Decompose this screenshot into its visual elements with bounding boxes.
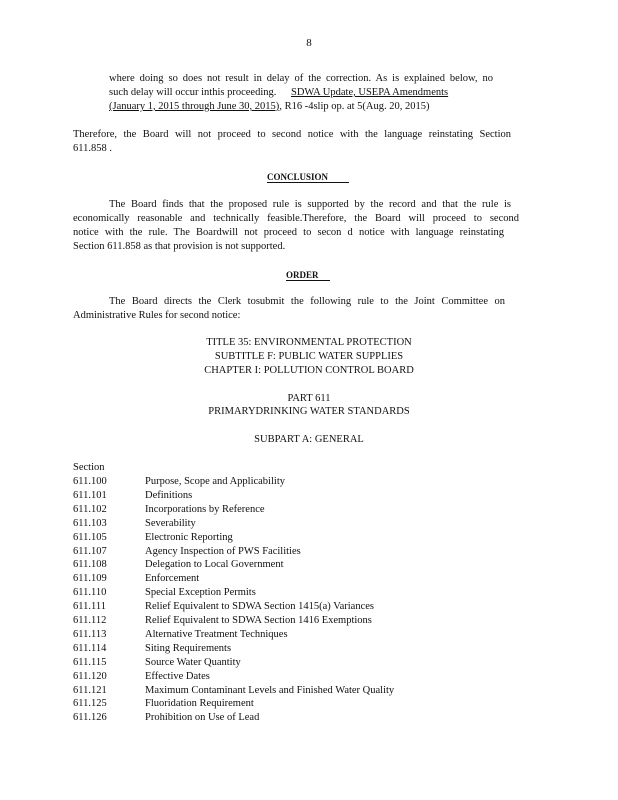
order-line2: Administrative Rules for second notice: [73, 310, 241, 321]
toc-section-number: 611.108 [73, 559, 107, 570]
rule-chapter: CHAPTER I: POLLUTION CONTROL BOARD [204, 365, 414, 376]
toc-section-number: 611.120 [73, 671, 107, 682]
para1-line2-text: such delay will occur inthis proceeding. [109, 87, 277, 98]
toc-section-number: 611.105 [73, 532, 107, 543]
conclusion-heading: CONCLUSION [267, 172, 349, 183]
toc-section-number: 611.125 [73, 698, 107, 709]
toc-section-number: 611.107 [73, 546, 107, 557]
toc-section-title: Agency Inspection of PWS Facilities [145, 546, 301, 557]
citation-link-part2: (January 1, 2015 through June 30, 2015) [109, 101, 280, 112]
toc-section-title: Delegation to Local Government [145, 559, 284, 570]
toc-section-number: 611.110 [73, 587, 107, 598]
toc-section-title: Enforcement [145, 573, 200, 584]
rule-part: PART 611 [287, 393, 331, 404]
toc-section-title: Prohibition on Use of Lead [145, 712, 260, 723]
conclusion-line1: The Board finds that the proposed rule is supported by the record and that the rule is [109, 199, 511, 210]
conclusion-line3: notice with the rule. The Boardwill not proceed to secon d notice with language reinstating [73, 227, 504, 238]
rule-subpart: SUBPART A: GENERAL [254, 434, 364, 445]
para1-line2 [109, 87, 448, 99]
toc-section-title: Severability [145, 518, 196, 529]
toc-section-title: Siting Requirements [145, 643, 232, 654]
rule-title: TITLE 35: ENVIRONMENTAL PROTECTION [206, 337, 412, 348]
toc-section-number: 611.126 [73, 712, 107, 723]
toc-section-title: Maximum Contaminant Levels and Finished Water Quality [145, 685, 395, 696]
toc-section-number: 611.115 [73, 657, 107, 668]
toc-section-title: Special Exception Permits [145, 587, 256, 598]
para2-line1: Therefore, the Board will not proceed to second notice with the language reinstating Section [73, 129, 511, 140]
toc-section-number: 611.109 [73, 573, 107, 584]
toc-section-title: Definitions [145, 490, 193, 501]
order-line1: The Board directs the Clerk tosubmit the following rule to the Joint Committee on [109, 296, 505, 307]
toc-section-number: 611.103 [73, 518, 107, 529]
rule-part-name: PRIMARYDRINKING WATER STANDARDS [208, 406, 410, 417]
toc-section-number: 611.111 [73, 601, 106, 612]
toc-section-label: Section [73, 462, 105, 473]
toc-section-number: 611.113 [73, 629, 107, 640]
toc-section-title: Electronic Reporting [145, 532, 233, 543]
toc-section-title: Incorporations by Reference [145, 504, 265, 515]
conclusion-line2: economically reasonable and technically feasible.Therefore, the Board will proceed to second [73, 213, 519, 224]
toc-section-number: 611.112 [73, 615, 107, 626]
citation-slip-op: , R16 -4slip op. at 5(Aug. 20, 2015) [279, 101, 430, 112]
conclusion-line4: Section 611.858 as that provision is not supported. [73, 241, 286, 252]
toc-section-title: Relief Equivalent to SDWA Section 1416 Exemptions [145, 615, 372, 626]
para2-line2: 611.858 . [73, 143, 112, 154]
para1-line1: where doing so does not result in delay of the correction. As is explained below, no [109, 73, 493, 84]
page-number: 8 [306, 37, 312, 49]
toc-section-title: Alternative Treatment Techniques [145, 629, 288, 640]
toc-section-number: 611.121 [73, 685, 107, 696]
toc-section-title: Effective Dates [145, 671, 210, 682]
order-heading: ORDER [286, 270, 330, 281]
toc-section-title: Fluoridation Requirement [145, 698, 254, 709]
citation-link-part1: SDWA Update, USEPA Amendments [291, 87, 449, 98]
toc-section-number: 611.102 [73, 504, 107, 515]
rule-subtitle: SUBTITLE F: PUBLIC WATER SUPPLIES [214, 351, 404, 362]
toc-section-title: Source Water Quantity [145, 657, 241, 668]
toc-section-number: 611.114 [73, 643, 107, 654]
toc-section-title: Relief Equivalent to SDWA Section 1415(a) Variances [145, 601, 375, 612]
para1-line3 [109, 101, 430, 113]
toc-section-number: 611.101 [73, 490, 107, 501]
toc-section-number: 611.100 [73, 476, 107, 487]
toc-section-title: Purpose, Scope and Applicability [145, 476, 285, 487]
